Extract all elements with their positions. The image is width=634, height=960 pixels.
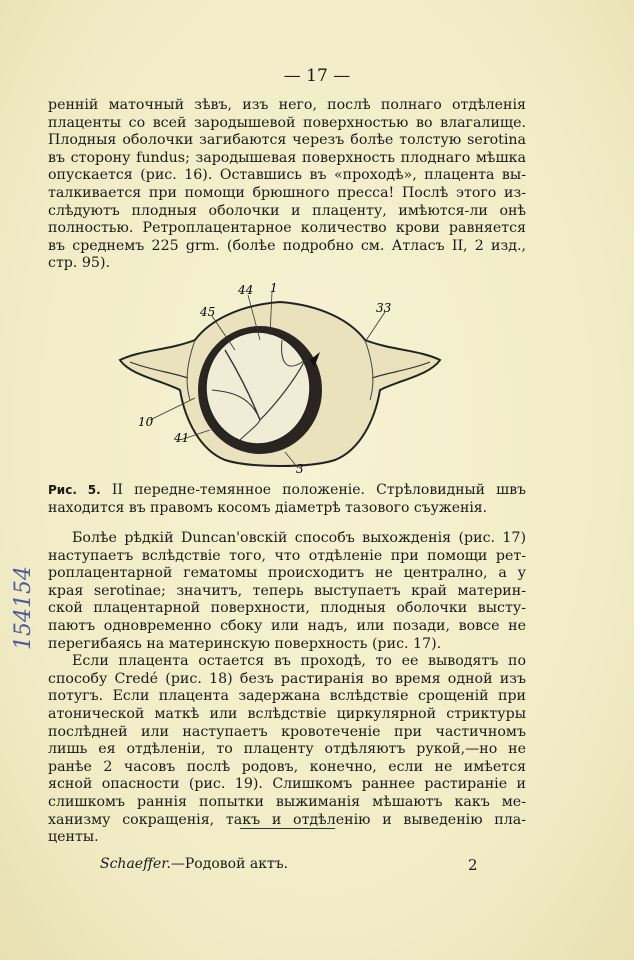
text-line: ясной опасности (рис. 19). Слишкомъ раннее растираніе и [48, 776, 526, 793]
signature-mark: 2 [468, 856, 478, 874]
running-footer [100, 856, 288, 872]
page-number: — 17 — [283, 66, 351, 86]
text-line: потугъ. Если плацента задержана вслѣдствіе срощеній при [48, 688, 526, 705]
text-line: ской плацентарной поверхности, плодныя оболочки высту- [48, 600, 526, 617]
text-line: Плодныя оболочки загибаются черезъ болѣе толстую serotina [48, 132, 526, 149]
figure-label: 44 [238, 283, 254, 297]
footer-divider [240, 828, 335, 829]
text-line: перегибаясь на материнскую поверхность (рис. 17). [48, 635, 442, 652]
text-line: полностью. Ретроплацентарное количество крови равняется [48, 220, 526, 237]
text-line: наступаетъ вслѣдствіе того, что отдѣленіе при помощи рет- [48, 547, 526, 564]
paragraph-1 [48, 97, 526, 273]
text-line: въ среднемъ 225 grm. (болѣе подробно см. Атласъ II, 2 изд., [48, 237, 526, 254]
archive-number: 154154 [11, 566, 36, 650]
caption-line: находится въ правомъ косомъ діаметрѣ тазового съуженія. [48, 500, 488, 516]
text-line: ренній маточный зѣвъ, изъ него, послѣ полнаго отдѣленія [48, 97, 526, 113]
archive-number-stamp [8, 548, 40, 652]
text-line: роплацентарной гематомы происходитъ не централно, а у [48, 565, 526, 582]
caption-label: Рис. 5. [48, 483, 101, 497]
text-line: центы. [48, 829, 99, 846]
text-line: лишь ея отдѣленіи, то плаценту отдѣляютъ рукой,—но не [48, 741, 526, 758]
text-line: слѣдуютъ плодныя оболочки и плаценту, имѣются-ли онѣ [48, 202, 526, 219]
text-line: послѣдней или наступаетъ кровотеченіе при частичномъ [48, 723, 526, 740]
text-line: опускается (рис. 16). Оставшись въ «проходѣ», плацента вы- [48, 167, 526, 184]
text-line: Если плацента остается въ проходѣ, то ее выводятъ по [72, 653, 526, 670]
figure-label: 3 [296, 462, 304, 475]
text-line: атонической маткѣ или вслѣдствіе циркулярной стриктуры [48, 705, 526, 722]
text-line: талкивается при помощи брюшного пресса! Послѣ этого из- [48, 184, 526, 201]
figure-label: 41 [174, 431, 190, 445]
pelvis-illustration [100, 280, 460, 475]
text-line: стр. 95). [48, 255, 110, 272]
text-line: края serotinae; значитъ, теперь выступаетъ край материн- [48, 582, 526, 599]
footer-title: —Родовой актъ. [170, 856, 289, 872]
text-line: слишкомъ раннія попытки выжиманія мѣшаютъ какъ ме- [48, 793, 526, 810]
text-line: Болѣе рѣдкій Duncan'овскій способъ выхожденія (рис. 17) [72, 530, 526, 546]
text-line: въ сторону fundus; зародышевая поверхность плоднаго мѣшка [48, 149, 526, 166]
text-line: плаценты со всей зародышевой поверхностью во влагалище. [48, 114, 526, 131]
text-line: ханизму сокращенія, такъ и отдѣленію и выведенію пла- [48, 811, 526, 828]
figure-label: 10 [138, 415, 154, 429]
figure-label: 1 [270, 281, 278, 295]
paragraph-2 [48, 530, 526, 847]
text-line: паютъ одновременно сбоку или надъ, или позади, вовсе не [48, 617, 526, 634]
figure-caption [48, 481, 526, 517]
footer-author: Schaeffer. [100, 856, 171, 872]
text-line: ранѣе 2 часовъ послѣ родовъ, конечно, если не имѣется [48, 758, 526, 775]
caption-line: II передне-темянное положеніе. Стрѣловидный швъ [111, 482, 526, 498]
figure-label: 45 [200, 305, 216, 319]
text-line: способу Credé (рис. 18) безъ растиранія во время одной изъ [48, 670, 526, 687]
figure-label: 33 [376, 301, 392, 315]
